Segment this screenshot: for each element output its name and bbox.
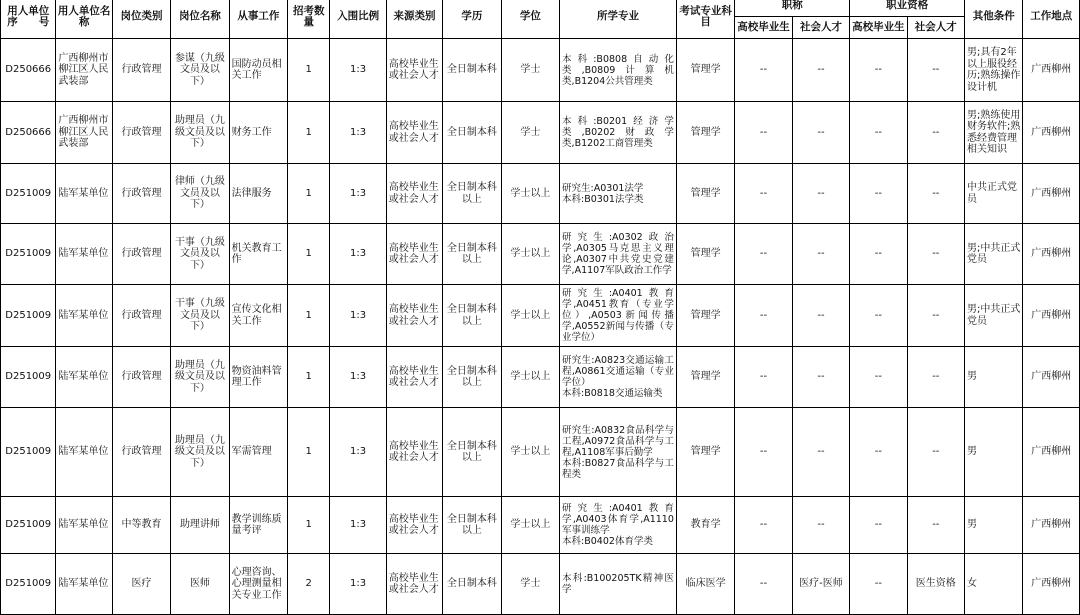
cell-major: 研究生:A0823交通运输工程,A0861交通运输（专业学位） 本科:B0818交通运输类 [560, 347, 677, 408]
cell-education: 全日制本科以上 [443, 408, 501, 497]
cell-source: 高校毕业生或社会人才 [386, 497, 442, 554]
cell-ratio: 1:3 [330, 347, 386, 408]
cell-duty: 国防动员相关工作 [229, 39, 287, 102]
cell-qual-graduate: -- [850, 554, 907, 615]
cell-quota: 1 [288, 164, 330, 224]
cell-ratio: 1:3 [330, 39, 386, 102]
table-row [1, 408, 1080, 497]
cell-position-type: 行政管理 [112, 224, 170, 285]
cell-degree: 学士 [501, 39, 559, 102]
cell-unit-name: 陆军某单位 [56, 224, 112, 285]
header-other-conditions: 其他条件 [965, 0, 1023, 39]
cell-exam-subject: 管理学 [676, 164, 734, 224]
cell-education: 全日制本科以上 [443, 285, 501, 347]
cell-unit-name: 陆军某单位 [56, 164, 112, 224]
cell-major: 本科:B100205TK精神医学 [560, 554, 677, 615]
cell-position-type: 行政管理 [112, 347, 170, 408]
cell-position-name: 助理员（九级文员及以下） [171, 102, 229, 164]
cell-qual-social: -- [907, 39, 964, 102]
cell-location: 广西柳州 [1023, 102, 1080, 164]
header-qual-graduate: 高校毕业生 [850, 17, 907, 39]
cell-other-conditions: 男;中共正式党员 [965, 224, 1023, 285]
cell-exam-subject: 管理学 [676, 347, 734, 408]
cell-quota: 1 [288, 408, 330, 497]
cell-position-name: 助理讲师 [171, 497, 229, 554]
cell-qual-graduate: -- [850, 285, 907, 347]
header-education: 学历 [443, 0, 501, 39]
cell-major: 研究生:A0401教育学,A0451教育（专业学位）,A0503新闻传播学,A0552新闻与传播（专业学位） [560, 285, 677, 347]
cell-location: 广西柳州 [1023, 497, 1080, 554]
header-title-graduate: 高校毕业生 [735, 17, 792, 39]
cell-education: 全日制本科以上 [443, 347, 501, 408]
cell-position-type: 行政管理 [112, 408, 170, 497]
cell-education: 全日制本科以上 [443, 497, 501, 554]
cell-qual-graduate: -- [850, 164, 907, 224]
table-row [1, 39, 1080, 102]
cell-ratio: 1:3 [330, 497, 386, 554]
cell-qual-social: -- [907, 497, 964, 554]
cell-position-type: 行政管理 [112, 164, 170, 224]
header-dept-name: 用人单位名 称 [56, 0, 112, 39]
cell-title-graduate: -- [735, 347, 792, 408]
cell-quota: 1 [288, 497, 330, 554]
cell-exam-subject: 教育学 [676, 497, 734, 554]
header-exam-subject: 考试专业科目 [676, 0, 734, 39]
table-row [1, 497, 1080, 554]
table-row [1, 102, 1080, 164]
cell-position-code: D250666 [1, 102, 56, 164]
cell-qual-social: -- [907, 347, 964, 408]
cell-other-conditions: 男 [965, 408, 1023, 497]
cell-degree: 学士以上 [501, 497, 559, 554]
cell-position-name: 助理员（九级文员及以下） [171, 408, 229, 497]
table-header [1, 0, 1080, 39]
cell-quota: 1 [288, 347, 330, 408]
cell-education: 全日制本科 [443, 554, 501, 615]
cell-title-social: -- [792, 164, 849, 224]
cell-source: 高校毕业生或社会人才 [386, 39, 442, 102]
cell-title-social: -- [792, 102, 849, 164]
cell-unit-name: 广西柳州市柳江区人民武装部 [56, 102, 112, 164]
header-position-name: 岗位名称 [171, 0, 229, 39]
cell-duty: 宣传文化相关工作 [229, 285, 287, 347]
table-body [1, 39, 1080, 615]
cell-exam-subject: 管理学 [676, 39, 734, 102]
cell-degree: 学士以上 [501, 164, 559, 224]
cell-source: 高校毕业生或社会人才 [386, 164, 442, 224]
cell-education: 全日制本科 [443, 39, 501, 102]
cell-position-code: D251009 [1, 347, 56, 408]
header-dept-code: 用人单位序 号 [1, 0, 56, 39]
cell-quota: 1 [288, 39, 330, 102]
cell-qual-graduate: -- [850, 347, 907, 408]
cell-position-code: D251009 [1, 408, 56, 497]
cell-quota: 2 [288, 554, 330, 615]
cell-education: 全日制本科以上 [443, 224, 501, 285]
cell-location: 广西柳州 [1023, 164, 1080, 224]
cell-source: 高校毕业生或社会人才 [386, 347, 442, 408]
header-source: 来源类别 [386, 0, 442, 39]
cell-duty: 机关教育工作 [229, 224, 287, 285]
cell-location: 广西柳州 [1023, 224, 1080, 285]
cell-degree: 学士以上 [501, 224, 559, 285]
cell-qual-social: -- [907, 164, 964, 224]
cell-title-graduate: -- [735, 39, 792, 102]
cell-duty: 物资油料管理工作 [229, 347, 287, 408]
cell-major: 本科:B0808自动化类,B0809计算机类,B1204公共管理类 [560, 39, 677, 102]
cell-title-social: -- [792, 224, 849, 285]
cell-source: 高校毕业生或社会人才 [386, 224, 442, 285]
cell-ratio: 1:3 [330, 102, 386, 164]
table-row [1, 224, 1080, 285]
cell-degree: 学士以上 [501, 408, 559, 497]
cell-exam-subject: 临床医学 [676, 554, 734, 615]
cell-position-type: 行政管理 [112, 102, 170, 164]
cell-position-name: 助理员（九级文员及以下） [171, 347, 229, 408]
header-position-type: 岗位类别 [112, 0, 170, 39]
cell-position-name: 医师 [171, 554, 229, 615]
cell-duty: 心理咨询、心理测量相关专业工作 [229, 554, 287, 615]
cell-title-social: -- [792, 347, 849, 408]
cell-title-graduate: -- [735, 224, 792, 285]
cell-position-name: 干事（九级文员及以下） [171, 224, 229, 285]
cell-duty: 教学训练质量考评 [229, 497, 287, 554]
cell-other-conditions: 男;熟练使用财务软件;熟悉经费管理相关知识 [965, 102, 1023, 164]
cell-major: 研究生:A0401教育学,A0403体育学,A1110军事训练学 本科:B0402体育学类 [560, 497, 677, 554]
cell-degree: 学士以上 [501, 347, 559, 408]
cell-source: 高校毕业生或社会人才 [386, 408, 442, 497]
header-title-group: 职称 [735, 0, 850, 17]
cell-position-type: 医疗 [112, 554, 170, 615]
header-duty: 从事工作 [229, 0, 287, 39]
cell-qual-graduate: -- [850, 102, 907, 164]
header-ratio: 入围比例 [330, 0, 386, 39]
cell-ratio: 1:3 [330, 285, 386, 347]
cell-title-graduate: -- [735, 497, 792, 554]
cell-position-type: 行政管理 [112, 285, 170, 347]
cell-qual-graduate: -- [850, 39, 907, 102]
cell-qual-graduate: -- [850, 497, 907, 554]
cell-unit-name: 陆军某单位 [56, 554, 112, 615]
cell-title-social: 医疗-医师 [792, 554, 849, 615]
cell-ratio: 1:3 [330, 164, 386, 224]
cell-ratio: 1:3 [330, 408, 386, 497]
cell-exam-subject: 管理学 [676, 102, 734, 164]
table-row [1, 347, 1080, 408]
cell-major: 研究生:A0301法学 本科:B0301法学类 [560, 164, 677, 224]
header-qualification-group: 职业资格 [850, 0, 965, 17]
cell-qual-graduate: -- [850, 408, 907, 497]
header-qual-social: 社会人才 [907, 17, 964, 39]
cell-title-graduate: -- [735, 554, 792, 615]
header-location: 工作地点 [1023, 0, 1080, 39]
cell-location: 广西柳州 [1023, 408, 1080, 497]
cell-qual-social: -- [907, 102, 964, 164]
cell-unit-name: 陆军某单位 [56, 497, 112, 554]
cell-degree: 学士 [501, 102, 559, 164]
cell-position-code: D251009 [1, 224, 56, 285]
cell-exam-subject: 管理学 [676, 408, 734, 497]
cell-other-conditions: 女 [965, 554, 1023, 615]
cell-major: 研究生:A0832食品科学与工程,A0972食品科学与工程,A1108军事后勤学 本科:B0827食品科学与工程类 [560, 408, 677, 497]
cell-location: 广西柳州 [1023, 39, 1080, 102]
cell-other-conditions: 中共正式党员 [965, 164, 1023, 224]
cell-source: 高校毕业生或社会人才 [386, 554, 442, 615]
cell-source: 高校毕业生或社会人才 [386, 285, 442, 347]
cell-position-code: D251009 [1, 164, 56, 224]
cell-duty: 财务工作 [229, 102, 287, 164]
cell-duty: 法律服务 [229, 164, 287, 224]
cell-other-conditions: 男 [965, 497, 1023, 554]
cell-duty: 军需管理 [229, 408, 287, 497]
cell-position-name: 干事（九级文员及以下） [171, 285, 229, 347]
cell-position-code: D251009 [1, 554, 56, 615]
cell-title-social: -- [792, 285, 849, 347]
cell-quota: 1 [288, 285, 330, 347]
cell-location: 广西柳州 [1023, 285, 1080, 347]
cell-ratio: 1:3 [330, 224, 386, 285]
cell-title-graduate: -- [735, 285, 792, 347]
cell-quota: 1 [288, 102, 330, 164]
cell-title-graduate: -- [735, 408, 792, 497]
cell-qual-social: -- [907, 285, 964, 347]
cell-location: 广西柳州 [1023, 347, 1080, 408]
cell-major: 研究生:A0302政治学,A0305马克思主义理论,A0307中共党史党建学,A1107军队政治工作学 [560, 224, 677, 285]
cell-qual-social: -- [907, 224, 964, 285]
cell-position-type: 行政管理 [112, 39, 170, 102]
cell-education: 全日制本科以上 [443, 164, 501, 224]
cell-position-code: D250666 [1, 39, 56, 102]
cell-exam-subject: 管理学 [676, 285, 734, 347]
header-title-social: 社会人才 [792, 17, 849, 39]
cell-other-conditions: 男;中共正式党员 [965, 285, 1023, 347]
cell-source: 高校毕业生或社会人才 [386, 102, 442, 164]
cell-title-social: -- [792, 39, 849, 102]
table-row [1, 164, 1080, 224]
cell-unit-name: 陆军某单位 [56, 347, 112, 408]
cell-position-name: 律师（九级文员及以下） [171, 164, 229, 224]
cell-location: 广西柳州 [1023, 554, 1080, 615]
cell-qual-social: 医生资格 [907, 554, 964, 615]
cell-position-code: D251009 [1, 497, 56, 554]
cell-position-name: 参谋（九级文员及以下） [171, 39, 229, 102]
cell-exam-subject: 管理学 [676, 224, 734, 285]
header-degree: 学位 [501, 0, 559, 39]
cell-qual-graduate: -- [850, 224, 907, 285]
cell-title-graduate: -- [735, 164, 792, 224]
header-quota: 招考数量 [288, 0, 330, 39]
table-row [1, 285, 1080, 347]
cell-unit-name: 陆军某单位 [56, 285, 112, 347]
cell-title-social: -- [792, 408, 849, 497]
cell-position-code: D251009 [1, 285, 56, 347]
cell-degree: 学士 [501, 554, 559, 615]
cell-title-graduate: -- [735, 102, 792, 164]
cell-degree: 学士以上 [501, 285, 559, 347]
cell-unit-name: 广西柳州市柳江区人民武装部 [56, 39, 112, 102]
table-row [1, 554, 1080, 615]
cell-title-social: -- [792, 497, 849, 554]
cell-quota: 1 [288, 224, 330, 285]
cell-major: 本科:B0201经济学类,B0202财政学类,B1202工商管理类 [560, 102, 677, 164]
cell-other-conditions: 男;具有2年以上服役经历;熟练操作设计机 [965, 39, 1023, 102]
header-major: 所学专业 [560, 0, 677, 39]
cell-unit-name: 陆军某单位 [56, 408, 112, 497]
cell-ratio: 1:3 [330, 554, 386, 615]
cell-position-type: 中等教育 [112, 497, 170, 554]
cell-qual-social: -- [907, 408, 964, 497]
cell-other-conditions: 男 [965, 347, 1023, 408]
cell-education: 全日制本科 [443, 102, 501, 164]
